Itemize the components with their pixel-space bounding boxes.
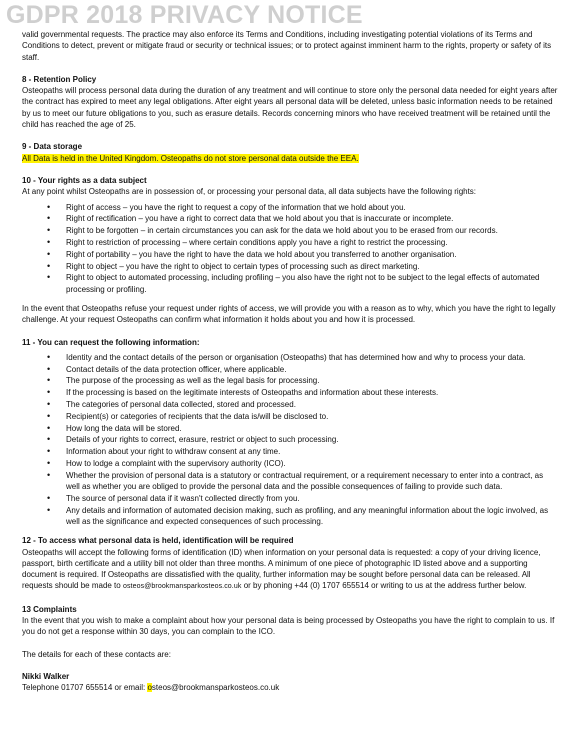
list-item: • If the processing is based on the legitimate interests of Osteopaths and information about these interests. xyxy=(66,387,558,398)
list-item: • Recipient(s) or categories of recipients that the data is/will be disclosed to. xyxy=(66,411,558,422)
list-item: • Right to object to automated processing, including profiling – you also have the right not to be subject to the legal effects of automated processing or profiling. xyxy=(66,272,558,295)
intro-paragraph: valid governmental requests. The practice may also enforce its Terms and Conditions, including investigating potential violations of its Terms and Conditions to detect, prevent or mitigate fraud or security or technical issues; or to protect against imminent harm to the rights, property or safety of its staff. xyxy=(22,30,552,62)
rights-list xyxy=(22,202,558,295)
list-item: • Right to restriction of processing – where certain conditions apply you have a right to restrict the processing. xyxy=(66,237,558,248)
contact-line xyxy=(22,682,558,693)
identification-text-after: or by phoning +44 (0) 1707 655514 or writing to us at the address further below. xyxy=(243,581,527,591)
rights-intro: At any point whilst Osteopaths are in possession of, or processing your personal data, all data subjects have the following rights: xyxy=(22,187,477,197)
list-item: • Information about your right to withdraw consent at any time. xyxy=(66,446,558,457)
complaints-heading: 13 Complaints xyxy=(22,604,77,614)
request-list xyxy=(22,352,558,527)
contact-phone: Telephone 01707 655514 or email: xyxy=(22,683,146,693)
list-item: • Identity and the contact details of the person or organisation (Osteopaths) that has determined how and why to process your data. xyxy=(66,352,558,363)
identification-paragraph xyxy=(22,547,558,593)
list-item: • The purpose of the processing as well as the legal basis for processing. xyxy=(66,375,558,386)
contact-email-first-letter: o xyxy=(147,683,152,693)
list-item: • Whether the provision of personal data is a statutory or contractual requirement, or a requirement necessary to enter into a contract, as well as whether you are obliged to provide the personal data and the possible consequences of failing to provide such data. xyxy=(66,470,558,493)
document-body xyxy=(22,29,558,694)
list-item: • Right of rectification – you have a right to correct data that we hold about you that is inaccurate or incomplete. xyxy=(66,213,558,224)
contacts-intro: The details for each of these contacts are: xyxy=(22,649,171,659)
retention-paragraph: Osteopaths will process personal data during the duration of any treatment and will continue to store only the personal data needed for eight years after the contract has expired to meet any legal obligations. After eight years all personal data will be deleted, unless basic information needs to be retained by us to meet our future obligations to you, such as erasure details. Records concerning minors who have received treatment will be retained until the child has reached the age of 25. xyxy=(22,86,558,130)
complaints-paragraph: In the event that you wish to make a complaint about how your personal data is being processed by Osteopaths you have the right to complain to us. If you do not get a response within 30 days, you can complain to the ICO. xyxy=(22,616,555,637)
list-item: • How to lodge a complaint with the supervisory authority (ICO). xyxy=(66,458,558,469)
list-item: • The categories of personal data collected, stored and processed. xyxy=(66,399,558,410)
list-item: • Right of portability – you have the right to have the data we hold about you transferred to another organisation. xyxy=(66,249,558,260)
email-link[interactable]: osteos@brookmansparkosteos.co.uk xyxy=(122,583,242,591)
rights-outro: In the event that Osteopaths refuse your request under rights of access, we will provide you with a reason as to why, which you have the right to legally challenge. At your request Osteopaths can confirm what information it holds about you and how it is processed. xyxy=(22,303,556,325)
storage-heading: 9 - Data storage xyxy=(22,142,83,152)
identification-text: Osteopaths will accept the following forms of identification (ID) when information on your personal data is requested: a copy of your driving licence, passport, birth certificate and a utility bill not older than three months. A minimum of one piece of photographic ID listed above and a supporting document is required. If Osteopaths are dissatisfied with the quality, further information may be sought before personal data can be released. All requests should be made to xyxy=(22,547,541,591)
list-item: • Contact details of the data protection officer, where applicable. xyxy=(66,364,558,375)
contact-email[interactable]: steos@brookmansparkosteos.co.uk xyxy=(151,683,280,693)
rights-heading: 10 - Your rights as a data subject xyxy=(22,175,147,185)
list-item: • The source of personal data if it wasn't collected directly from you. xyxy=(66,493,558,504)
retention-heading: 8 - Retention Policy xyxy=(22,74,97,84)
contact-name: Nikki Walker xyxy=(22,671,70,681)
list-item: • How long the data will be stored. xyxy=(66,423,558,434)
identification-heading: 12 - To access what personal data is held, identification will be required xyxy=(22,536,294,546)
list-item: • Details of your rights to correct, erasure, restrict or object to such processing. xyxy=(66,434,558,445)
list-item: • Right to be forgotten – in certain circumstances you can ask for the data we hold about you to be erased from our records. xyxy=(66,225,558,236)
list-item: • Right to object – you have the right to object to certain types of processing such as direct marketing. xyxy=(66,261,558,272)
storage-paragraph xyxy=(22,153,558,164)
list-item: • Any details and information of automated decision making, such as profiling, and any meaningful information about the logic involved, as well as the significance and expected consequences of such processing. xyxy=(66,505,558,528)
document-title: GDPR 2018 PRIVACY NOTICE xyxy=(6,1,363,29)
list-item: • Right of access – you have the right to request a copy of the information that we hold about you. xyxy=(66,202,558,213)
request-heading: 11 - You can request the following information: xyxy=(22,337,200,347)
storage-highlight: All Data is held in the United Kingdom. Osteopaths do not store personal data outside the EEA. xyxy=(22,153,359,163)
